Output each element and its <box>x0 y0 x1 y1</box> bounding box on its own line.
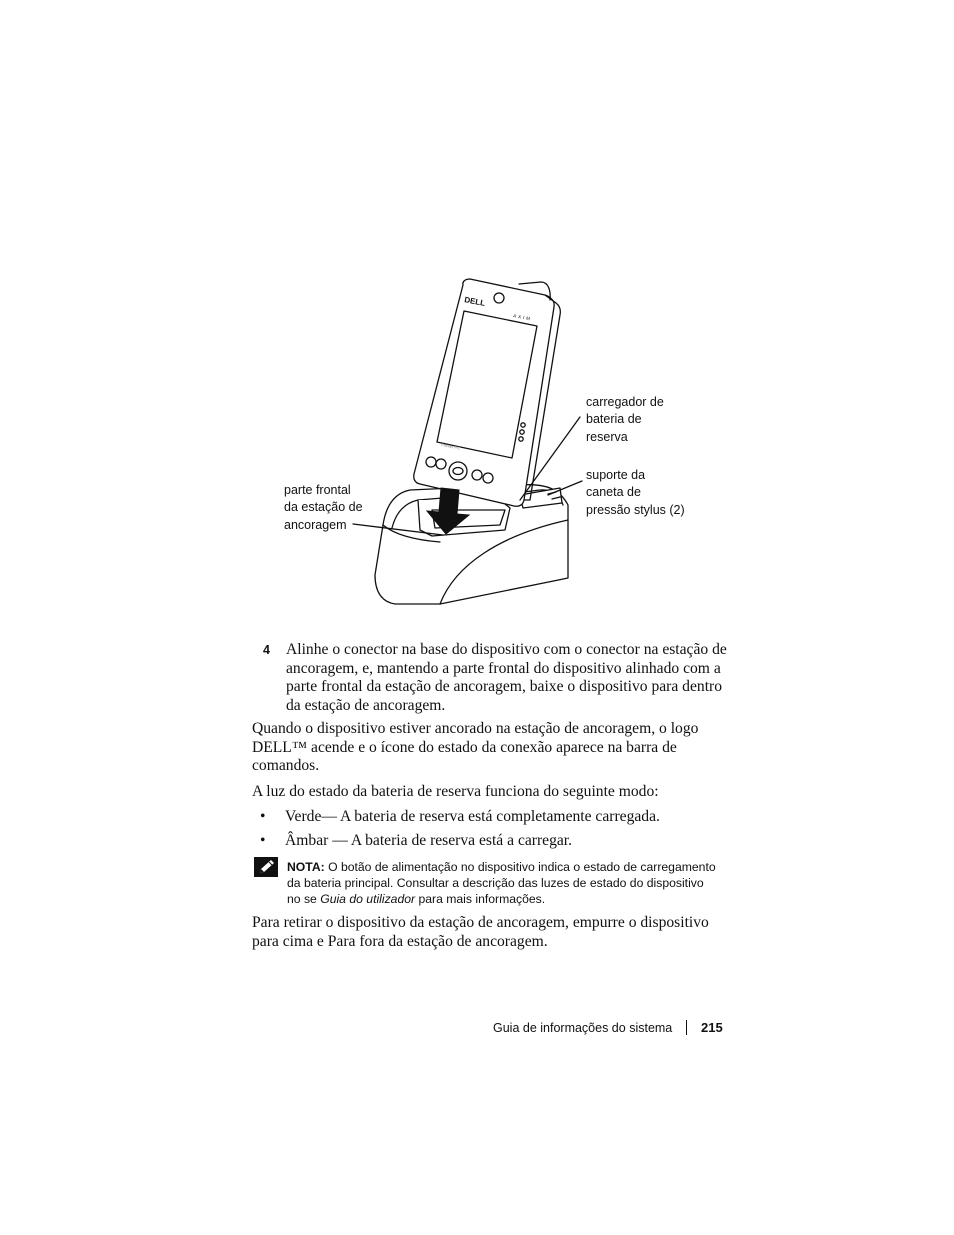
paragraph-battery-light: A luz do estado da bateria de reserva funciona do seguinte modo: <box>252 783 659 800</box>
callout-cradle-front: parte frontal da estação de ancoragem <box>284 483 363 532</box>
page-number: 215 <box>701 1020 723 1035</box>
step-text: Alinhe o conector na base do dispositivo com o conector na estação de ancoragem, e, mantendo a parte frontal do dispositivo alinhado com a parte frontal da estação de ancoragem, baixe o dispositivo para dentro da estação de ancoragem. <box>286 641 727 715</box>
user-guide-reference: Guia do utilizador <box>320 892 416 907</box>
paragraph-remove-device: Para retirar o dispositivo da estação de ancoragem, empurre o dispositivo para cima e Para fora da estação de ancoragem. <box>252 914 709 950</box>
device-model-text: AXIM <box>512 313 533 322</box>
footer-separator <box>686 1020 687 1035</box>
device-logo: DELL <box>463 295 486 308</box>
note-label: NOTA: <box>287 860 325 874</box>
callout-stylus-holder: suporte da caneta de pressão stylus (2) <box>586 468 685 517</box>
bullet-symbol: • <box>260 808 266 825</box>
callout-battery-charger: carregador de bateria de reserva <box>586 395 664 444</box>
bullet-symbol: • <box>260 832 266 849</box>
leader-stylus <box>548 481 582 495</box>
note-block: NOTA: O botão de alimentação no dispositivo indica o estado de carregamento da bateria principal. Consultar a descrição das luzes de estado do dispositivo no se Guia do utilizador para mais informações. <box>287 860 716 907</box>
pencil-note-icon <box>254 857 278 877</box>
bullet-amber: Âmbar — A bateria de reserva está a carregar. <box>285 832 573 849</box>
paragraph-docked: Quando o dispositivo estiver ancorado na estação de ancoragem, o logo DELL™ acende e o ícone do estado da conexão aparece na barra de comandos. <box>252 720 699 775</box>
bullet-green: Verde— A bateria de reserva está completamente carregada. <box>285 808 660 825</box>
footer-title: Guia de informações do sistema <box>493 1021 673 1035</box>
step-number: 4 <box>263 643 270 657</box>
screen-logo: Pocket PC <box>440 442 461 451</box>
